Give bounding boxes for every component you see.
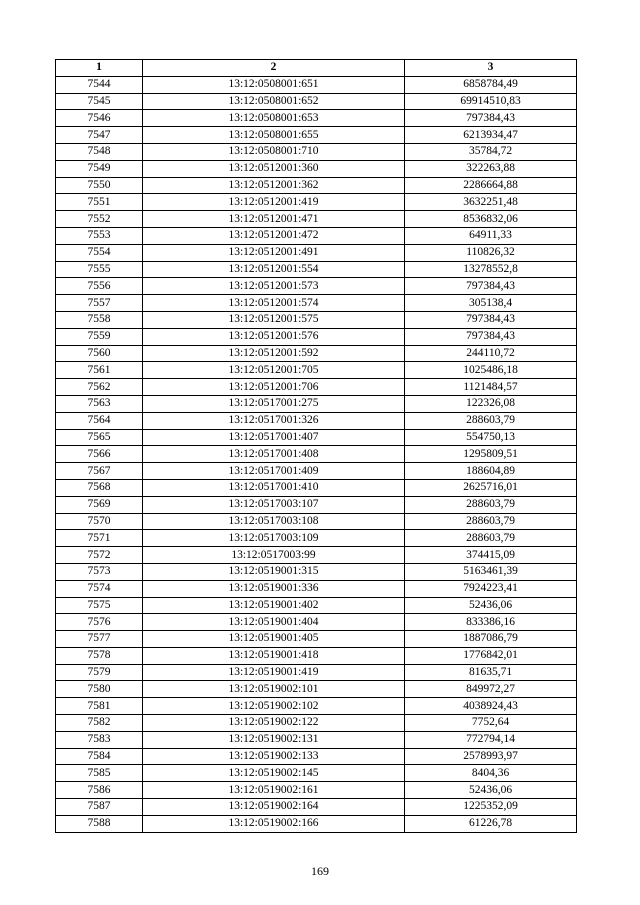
row-number-cell: 7550 [56, 177, 143, 194]
cadastral-number-cell: 13:12:0512001:360 [143, 160, 405, 177]
value-cell: 1887086,79 [405, 631, 577, 648]
row-number-cell: 7586 [56, 782, 143, 799]
value-cell: 833386,16 [405, 614, 577, 631]
cadastral-number-cell: 13:12:0519002:161 [143, 782, 405, 799]
cadastral-number-cell: 13:12:0512001:472 [143, 227, 405, 244]
table-row [56, 76, 577, 93]
table-row [56, 479, 577, 496]
cadastral-number-cell: 13:12:0517003:99 [143, 547, 405, 564]
value-cell: 849972,27 [405, 681, 577, 698]
table-row [56, 412, 577, 429]
cadastral-number-cell: 13:12:0519002:164 [143, 799, 405, 816]
value-cell: 288603,79 [405, 496, 577, 513]
cadastral-number-cell: 13:12:0512001:419 [143, 194, 405, 211]
value-cell: 322263,88 [405, 160, 577, 177]
table-row [56, 211, 577, 228]
value-cell: 288603,79 [405, 513, 577, 530]
row-number-cell: 7585 [56, 765, 143, 782]
table-row [56, 782, 577, 799]
value-cell: 52436,06 [405, 597, 577, 614]
table-row [56, 345, 577, 362]
row-number-cell: 7574 [56, 580, 143, 597]
table-row [56, 429, 577, 446]
table-row [56, 261, 577, 278]
table-row [56, 446, 577, 463]
table-row [56, 731, 577, 748]
cadastral-number-cell: 13:12:0517001:326 [143, 412, 405, 429]
row-number-cell: 7565 [56, 429, 143, 446]
table-row [56, 547, 577, 564]
value-cell: 7924223,41 [405, 580, 577, 597]
cadastral-number-cell: 13:12:0519001:404 [143, 614, 405, 631]
table-row [56, 278, 577, 295]
row-number-cell: 7562 [56, 379, 143, 396]
row-number-cell: 7545 [56, 93, 143, 110]
row-number-cell: 7584 [56, 748, 143, 765]
row-number-cell: 7568 [56, 479, 143, 496]
cadastral-number-cell: 13:12:0519001:336 [143, 580, 405, 597]
table-row [56, 748, 577, 765]
value-cell: 305138,4 [405, 295, 577, 312]
cadastral-number-cell: 13:12:0508001:655 [143, 127, 405, 144]
table-row [56, 664, 577, 681]
cadastral-number-cell: 13:12:0519001:315 [143, 563, 405, 580]
table-row [56, 160, 577, 177]
table-row [56, 395, 577, 412]
row-number-cell: 7546 [56, 110, 143, 127]
cadastral-number-cell: 13:12:0519001:405 [143, 631, 405, 648]
cadastral-number-cell: 13:12:0519002:101 [143, 681, 405, 698]
value-cell: 52436,06 [405, 782, 577, 799]
page-number: 169 [311, 864, 329, 878]
value-cell: 61226,78 [405, 815, 577, 832]
value-cell: 8536832,06 [405, 211, 577, 228]
value-cell: 244110,72 [405, 345, 577, 362]
table-row [56, 799, 577, 816]
value-cell: 797384,43 [405, 110, 577, 127]
cadastral-number-cell: 13:12:0517003:108 [143, 513, 405, 530]
row-number-cell: 7566 [56, 446, 143, 463]
value-cell: 554750,13 [405, 429, 577, 446]
table-row [56, 765, 577, 782]
row-number-cell: 7553 [56, 227, 143, 244]
value-cell: 35784,72 [405, 143, 577, 160]
column-header-3: 3 [405, 60, 577, 77]
value-cell: 6213934,47 [405, 127, 577, 144]
cadastral-number-cell: 13:12:0508001:651 [143, 76, 405, 93]
cadastral-number-cell: 13:12:0512001:592 [143, 345, 405, 362]
cadastral-number-cell: 13:12:0517003:107 [143, 496, 405, 513]
cadastral-number-cell: 13:12:0519002:145 [143, 765, 405, 782]
table-row [56, 530, 577, 547]
cadastral-number-cell: 13:12:0519002:122 [143, 715, 405, 732]
row-number-cell: 7564 [56, 412, 143, 429]
row-number-cell: 7577 [56, 631, 143, 648]
row-number-cell: 7571 [56, 530, 143, 547]
row-number-cell: 7544 [56, 76, 143, 93]
table-row [56, 93, 577, 110]
cadastral-number-cell: 13:12:0508001:653 [143, 110, 405, 127]
row-number-cell: 7578 [56, 647, 143, 664]
value-cell: 2286664,88 [405, 177, 577, 194]
table-row [56, 127, 577, 144]
row-number-cell: 7580 [56, 681, 143, 698]
table-header-row [56, 60, 577, 77]
value-cell: 797384,43 [405, 278, 577, 295]
table-row [56, 311, 577, 328]
column-header-1: 1 [56, 60, 143, 77]
row-number-cell: 7548 [56, 143, 143, 160]
cadastral-number-cell: 13:12:0517001:409 [143, 463, 405, 480]
value-cell: 6858784,49 [405, 76, 577, 93]
value-cell: 8404,36 [405, 765, 577, 782]
value-cell: 797384,43 [405, 328, 577, 345]
row-number-cell: 7582 [56, 715, 143, 732]
cadastral-number-cell: 13:12:0517001:407 [143, 429, 405, 446]
cadastral-number-cell: 13:12:0512001:491 [143, 244, 405, 261]
value-cell: 81635,71 [405, 664, 577, 681]
row-number-cell: 7558 [56, 311, 143, 328]
table-row [56, 463, 577, 480]
value-cell: 2578993,97 [405, 748, 577, 765]
cadastral-number-cell: 13:12:0512001:574 [143, 295, 405, 312]
row-number-cell: 7555 [56, 261, 143, 278]
table-row [56, 681, 577, 698]
row-number-cell: 7583 [56, 731, 143, 748]
value-cell: 4038924,43 [405, 698, 577, 715]
table-row [56, 563, 577, 580]
cadastral-number-cell: 13:12:0512001:573 [143, 278, 405, 295]
row-number-cell: 7576 [56, 614, 143, 631]
value-cell: 1025486,18 [405, 362, 577, 379]
value-cell: 1295809,51 [405, 446, 577, 463]
cadastral-number-cell: 13:12:0512001:471 [143, 211, 405, 228]
table-row [56, 597, 577, 614]
row-number-cell: 7560 [56, 345, 143, 362]
cadastral-number-cell: 13:12:0517001:410 [143, 479, 405, 496]
value-cell: 13278552,8 [405, 261, 577, 278]
row-number-cell: 7581 [56, 698, 143, 715]
value-cell: 288603,79 [405, 530, 577, 547]
cadastral-number-cell: 13:12:0508001:710 [143, 143, 405, 160]
value-cell: 110826,32 [405, 244, 577, 261]
table-row [56, 698, 577, 715]
row-number-cell: 7547 [56, 127, 143, 144]
cadastral-number-cell: 13:12:0517001:408 [143, 446, 405, 463]
value-cell: 5163461,39 [405, 563, 577, 580]
table-row [56, 194, 577, 211]
table-row [56, 614, 577, 631]
table-row [56, 227, 577, 244]
table-row [56, 715, 577, 732]
table-row [56, 631, 577, 648]
table-row [56, 177, 577, 194]
table-row [56, 496, 577, 513]
cadastral-number-cell: 13:12:0512001:705 [143, 362, 405, 379]
row-number-cell: 7559 [56, 328, 143, 345]
value-cell: 1776842,01 [405, 647, 577, 664]
cadastral-number-cell: 13:12:0517003:109 [143, 530, 405, 547]
value-cell: 122326,08 [405, 395, 577, 412]
cadastral-number-cell: 13:12:0519002:133 [143, 748, 405, 765]
value-cell: 1121484,57 [405, 379, 577, 396]
cadastral-number-cell: 13:12:0517001:275 [143, 395, 405, 412]
row-number-cell: 7579 [56, 664, 143, 681]
table-row [56, 580, 577, 597]
row-number-cell: 7588 [56, 815, 143, 832]
row-number-cell: 7551 [56, 194, 143, 211]
cadastral-number-cell: 13:12:0512001:576 [143, 328, 405, 345]
table-row [56, 379, 577, 396]
cadastral-number-cell: 13:12:0519001:419 [143, 664, 405, 681]
value-cell: 7752,64 [405, 715, 577, 732]
row-number-cell: 7587 [56, 799, 143, 816]
value-cell: 69914510,83 [405, 93, 577, 110]
row-number-cell: 7557 [56, 295, 143, 312]
cadastral-number-cell: 13:12:0512001:362 [143, 177, 405, 194]
value-cell: 772794,14 [405, 731, 577, 748]
row-number-cell: 7561 [56, 362, 143, 379]
row-number-cell: 7563 [56, 395, 143, 412]
row-number-cell: 7575 [56, 597, 143, 614]
row-number-cell: 7570 [56, 513, 143, 530]
value-cell: 188604,89 [405, 463, 577, 480]
row-number-cell: 7567 [56, 463, 143, 480]
cadastral-number-cell: 13:12:0519002:131 [143, 731, 405, 748]
table-body [56, 76, 577, 832]
column-header-2: 2 [143, 60, 405, 77]
cadastral-number-cell: 13:12:0519002:102 [143, 698, 405, 715]
row-number-cell: 7556 [56, 278, 143, 295]
cadastral-number-cell: 13:12:0519001:402 [143, 597, 405, 614]
table-row [56, 328, 577, 345]
table-row [56, 815, 577, 832]
value-cell: 374415,09 [405, 547, 577, 564]
cadastral-number-cell: 13:12:0519001:418 [143, 647, 405, 664]
value-cell: 2625716,01 [405, 479, 577, 496]
row-number-cell: 7549 [56, 160, 143, 177]
cadastral-value-table [55, 59, 577, 833]
row-number-cell: 7573 [56, 563, 143, 580]
row-number-cell: 7552 [56, 211, 143, 228]
table-row [56, 143, 577, 160]
cadastral-number-cell: 13:12:0512001:575 [143, 311, 405, 328]
cadastral-number-cell: 13:12:0512001:554 [143, 261, 405, 278]
table-row [56, 295, 577, 312]
cadastral-number-cell: 13:12:0512001:706 [143, 379, 405, 396]
value-cell: 64911,33 [405, 227, 577, 244]
value-cell: 3632251,48 [405, 194, 577, 211]
row-number-cell: 7554 [56, 244, 143, 261]
cadastral-number-cell: 13:12:0508001:652 [143, 93, 405, 110]
table-row [56, 362, 577, 379]
value-cell: 797384,43 [405, 311, 577, 328]
row-number-cell: 7569 [56, 496, 143, 513]
table-row [56, 513, 577, 530]
value-cell: 288603,79 [405, 412, 577, 429]
table-row [56, 647, 577, 664]
table-row [56, 110, 577, 127]
row-number-cell: 7572 [56, 547, 143, 564]
cadastral-number-cell: 13:12:0519002:166 [143, 815, 405, 832]
table-row [56, 244, 577, 261]
value-cell: 1225352,09 [405, 799, 577, 816]
